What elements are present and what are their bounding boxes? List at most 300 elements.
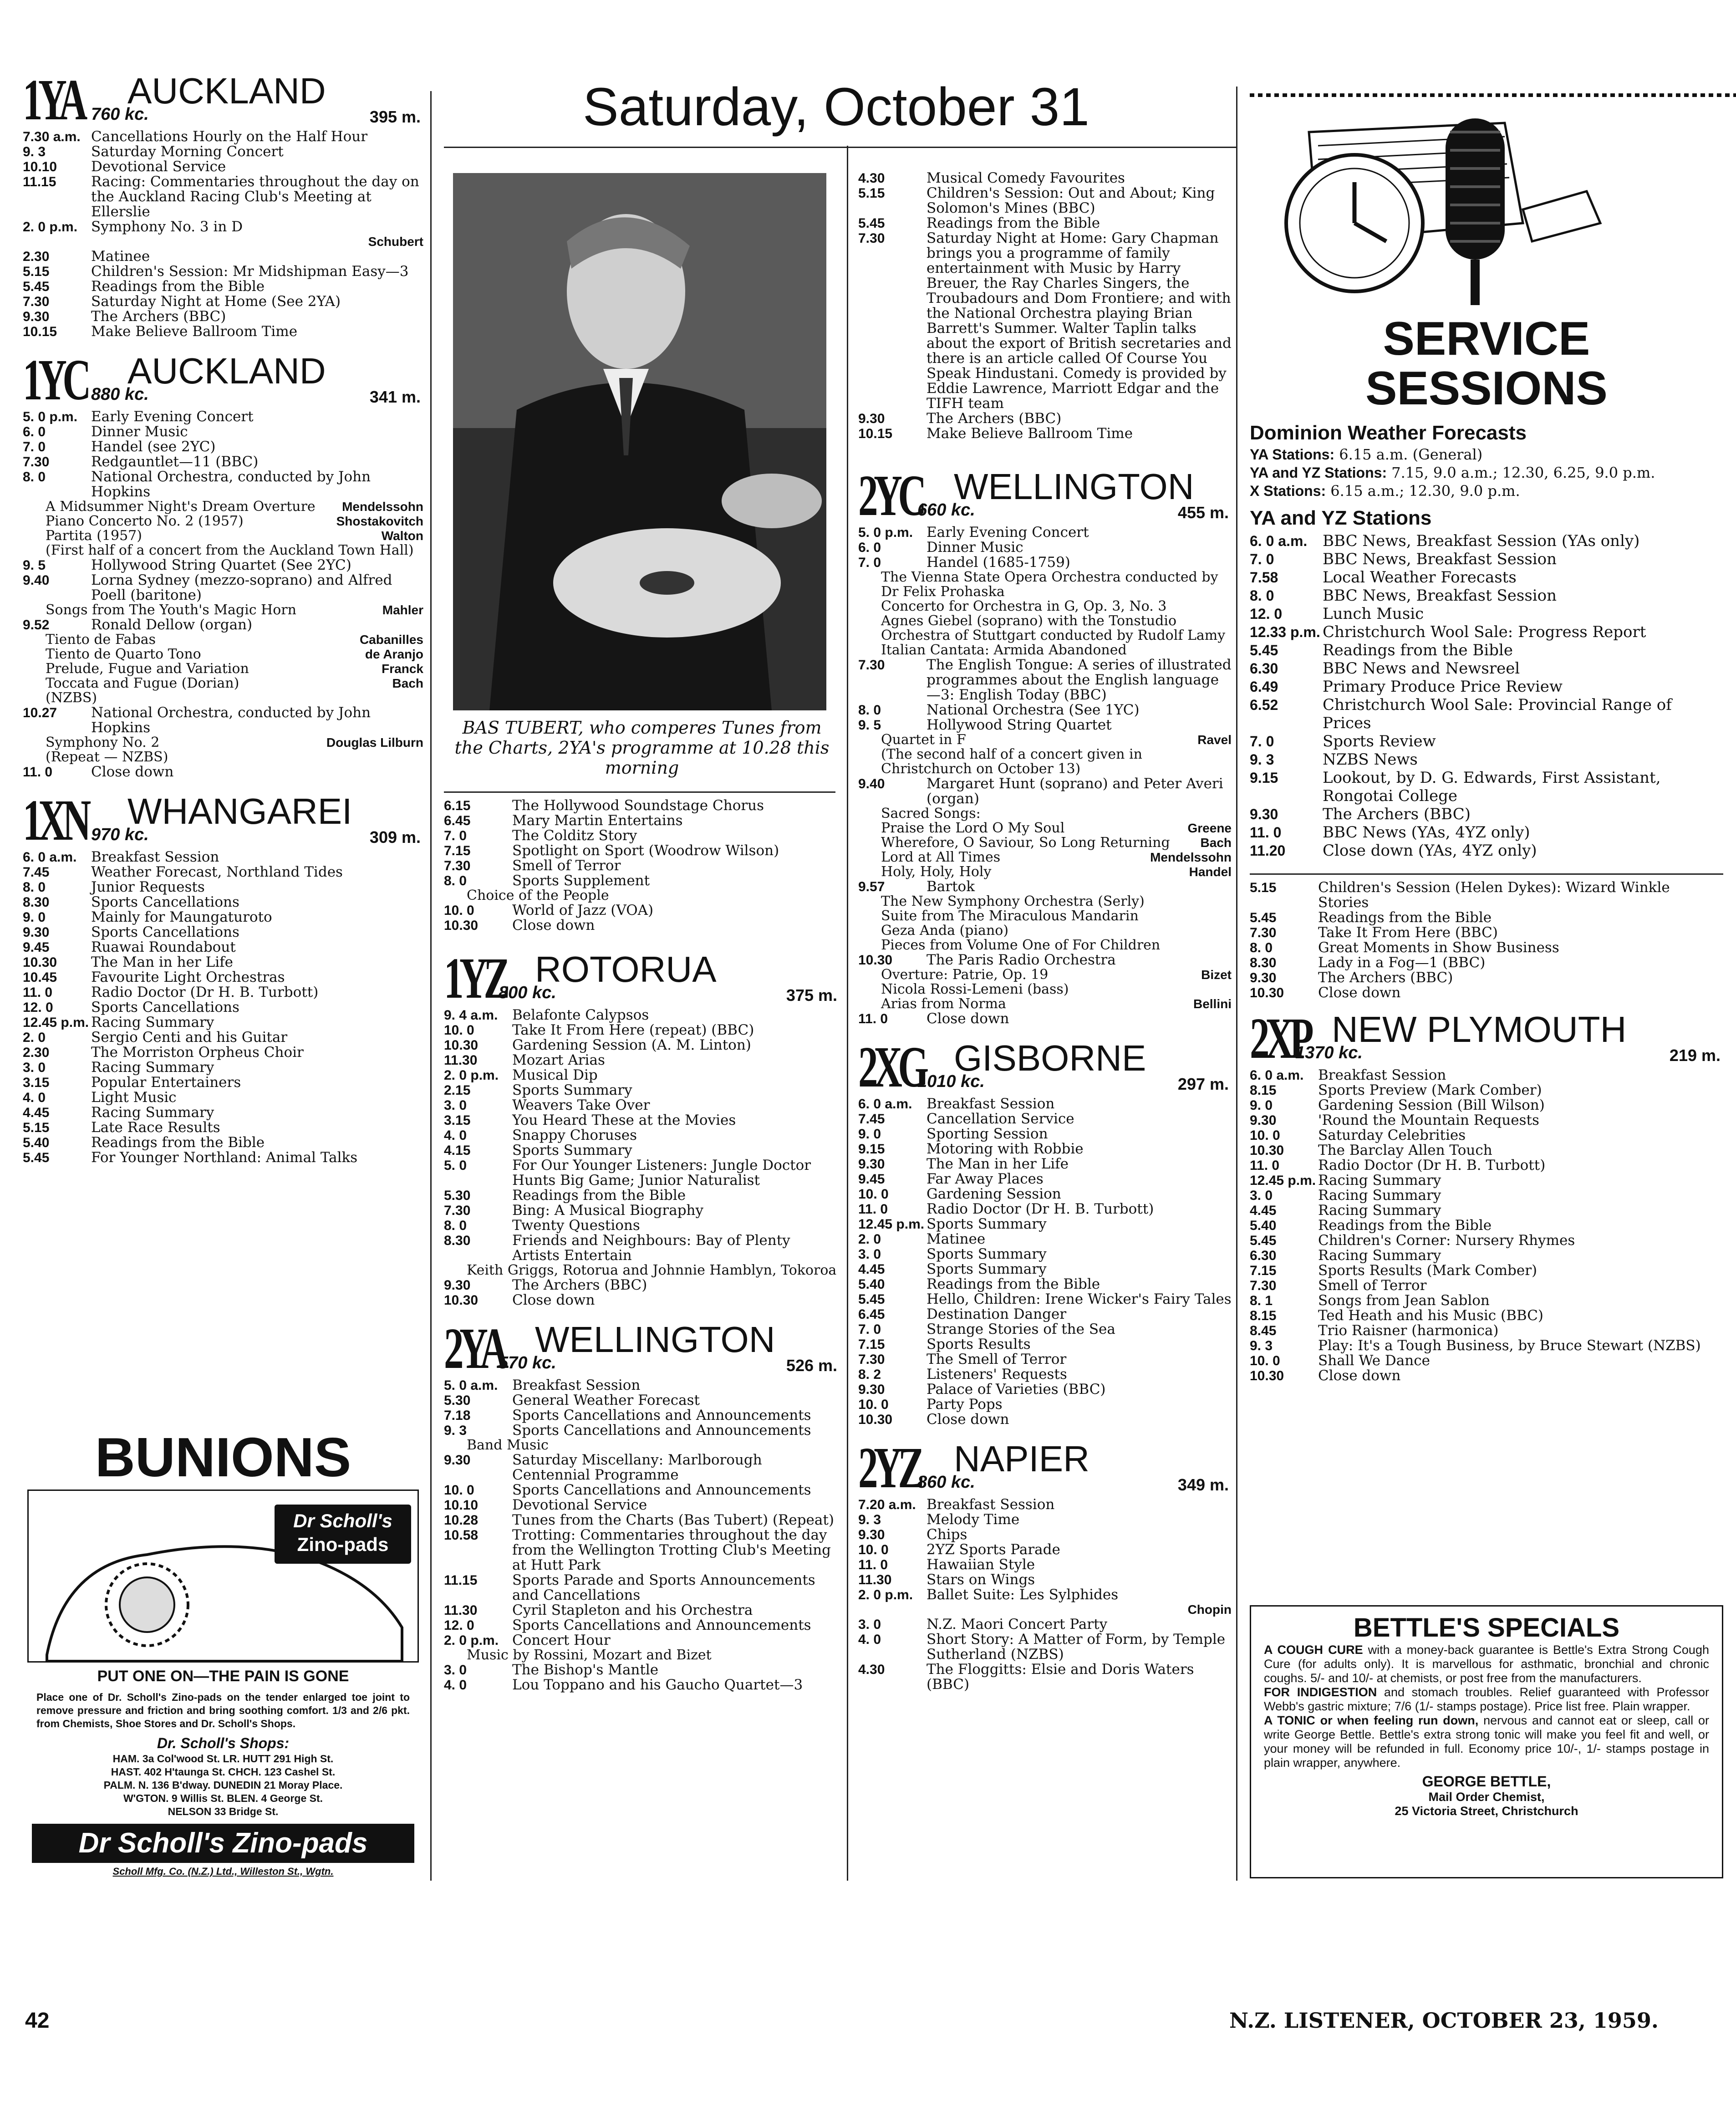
programme-time: 7. 0	[444, 828, 467, 843]
programme-row	[858, 1542, 1232, 1557]
page-date-title: Saturday, October 31	[583, 77, 1089, 137]
service-row	[1250, 805, 1723, 823]
programme-time: 8. 0	[444, 1218, 467, 1233]
programme-detail-text: Concerto for Orchestra in G, Op. 3, No. 3	[881, 598, 1167, 614]
forecast-row	[1250, 445, 1723, 464]
programme-row	[444, 1573, 840, 1603]
programme-time: 5.40	[1250, 1218, 1277, 1233]
programme-title: Close down	[512, 917, 595, 934]
service-row	[1250, 623, 1723, 641]
programme-row	[858, 1232, 1232, 1247]
programme-title: 'Round the Mountain Requests	[1318, 1112, 1539, 1128]
station-header	[858, 463, 1232, 528]
programme-title: The Bishop's Mantle	[512, 1662, 659, 1678]
programme-detail-text: Prelude, Fugue and Variation	[46, 661, 249, 677]
service-row	[1250, 587, 1723, 605]
top-right-zigzag-rule	[1250, 93, 1736, 97]
ya-yz-heading: YA and YZ Stations	[1250, 507, 1432, 529]
2ya-evening-continued	[444, 798, 840, 933]
station-wavelength: 455 m.	[1177, 503, 1229, 522]
service-time: 11. 0	[1250, 824, 1282, 841]
column-4	[1250, 105, 1723, 1397]
composer: Chopin	[1187, 1602, 1232, 1617]
programme-title: Racing Summary	[1318, 1187, 1441, 1204]
service-title: BBC News, Breakfast Session	[1323, 550, 1557, 568]
service-title: NZBS News	[1323, 750, 1418, 769]
programme-title: Musical Dip	[512, 1067, 598, 1083]
programme-title: Make Believe Ballroom Time	[91, 323, 298, 340]
programme-title: Ted Heath and his Music (BBC)	[1318, 1307, 1544, 1324]
programme-detail-text: Sacred Songs:	[881, 806, 981, 821]
programme-time: 7.45	[23, 865, 50, 880]
programme-row	[1250, 1308, 1723, 1323]
programme-time: 7.30	[858, 231, 885, 246]
programme-row	[858, 879, 1232, 894]
programme-title: Readings from the Bible	[927, 215, 1100, 231]
programme-title: Mary Martin Entertains	[512, 812, 683, 829]
programme-row	[23, 940, 423, 955]
programme-row	[858, 1172, 1232, 1187]
forecast-times: 6.15 a.m.; 12.30, 9.0 p.m.	[1330, 482, 1520, 500]
2ya-continued	[858, 171, 1232, 441]
programme-title: Breakfast Session	[91, 849, 219, 865]
programme-row	[1250, 1098, 1723, 1113]
programme-time: 5.30	[444, 1393, 471, 1408]
programme-title: Ballet Suite: Les Sylphides	[927, 1587, 1119, 1603]
programme-row	[1250, 955, 1723, 970]
station-frequency: 800 kc.	[499, 983, 556, 1002]
programme-time: 10.15	[23, 324, 57, 339]
composer: Mendelssohn	[1150, 850, 1232, 864]
bunions-tagline: PUT ONE ON—THE PAIN IS GONE	[97, 1668, 349, 1685]
programme-row	[444, 1423, 840, 1438]
programme-title: Readings from the Bible	[91, 278, 265, 295]
programme-time: 11. 0	[23, 765, 53, 780]
programme-detail-text: Choice of the People	[467, 888, 609, 903]
programme-time: 12. 0	[444, 1618, 474, 1633]
programme-title: The Morriston Orpheus Choir	[91, 1044, 304, 1061]
station-frequency: 660 kc.	[917, 500, 975, 520]
programme-title: Sports Summary	[927, 1261, 1047, 1277]
programme-title: Lorna Sydney (mezzo-soprano) and Alfred Poell (baritone)	[91, 572, 392, 603]
station-wavelength: 219 m.	[1669, 1046, 1721, 1065]
portrait-photo-image	[453, 173, 826, 710]
programme-title: Snappy Choruses	[512, 1127, 637, 1143]
programme-detail-text: Overture: Patrie, Op. 19	[881, 967, 1049, 983]
programme-row	[1250, 1158, 1723, 1173]
scholl-banner: Dr Scholl's Zino-pads	[32, 1824, 414, 1863]
bettle-role: Mail Order Chemist,	[1428, 1790, 1545, 1804]
programme-detail	[23, 603, 423, 617]
programme-row	[858, 1617, 1232, 1632]
programme-title: Make Believe Ballroom Time	[927, 425, 1133, 442]
programme-row	[1250, 1338, 1723, 1353]
programme-title: Lou Toppano and his Gaucho Quartet—3	[512, 1677, 803, 1693]
programme-title: Melody Time	[927, 1511, 1020, 1528]
programme-detail	[858, 733, 1232, 747]
service-title: Lunch Music	[1323, 605, 1424, 623]
programme-time: 5.45	[23, 279, 50, 294]
programme-time: 9.40	[858, 776, 885, 791]
programme-time: 8.30	[23, 895, 50, 910]
programme-detail	[444, 1438, 840, 1453]
programme-detail-text: Geza Anda (piano)	[881, 923, 1009, 939]
programme-title: For Our Younger Listeners: Jungle Doctor Hunts Big Game; Junior Naturalist	[512, 1157, 811, 1189]
programme-row	[1250, 1293, 1723, 1308]
programme-time: 11.15	[444, 1573, 478, 1588]
programme-detail-text: Lord at All Times	[881, 849, 1001, 865]
programme-time: 11. 0	[23, 985, 53, 1000]
programme-detail-text: The New Symphony Orchestra (Serly)	[881, 893, 1145, 909]
bettle-name: GEORGE BETTLE,	[1422, 1773, 1551, 1790]
programme-row	[444, 1098, 840, 1113]
programme-detail	[444, 888, 840, 903]
programme-row	[858, 426, 1232, 441]
programme-title: Mainly for Maungaturoto	[91, 909, 272, 925]
programme-row	[444, 858, 840, 873]
programme-time: 5.45	[858, 1292, 885, 1307]
programme-row	[444, 1618, 840, 1633]
programme-time: 4. 0	[858, 1632, 881, 1647]
programme-title: Sports Cancellations and Announcements	[512, 1422, 811, 1439]
programme-title: Sports Supplement	[512, 872, 650, 889]
programme-detail	[858, 614, 1232, 643]
programme-title: National Orchestra, conducted by John Hopkins	[91, 704, 371, 736]
radio-microphone-clock-icon	[1250, 105, 1723, 314]
programme-time: 9. 0	[1250, 1098, 1273, 1113]
forecast-label: YA Stations:	[1250, 446, 1335, 463]
programme-title: Motoring with Robbie	[927, 1141, 1084, 1157]
programme-time: 9.30	[858, 1382, 885, 1397]
bettle-address: 25 Victoria Street, Christchurch	[1395, 1804, 1578, 1818]
programme-detail	[858, 982, 1232, 997]
programme-row	[444, 1603, 840, 1618]
service-time: 6.30	[1250, 660, 1278, 677]
composer: Bizet	[1201, 968, 1232, 982]
programme-title: The Archers (BBC)	[927, 410, 1062, 427]
service-row	[1250, 823, 1723, 842]
programme-time: 9.45	[23, 940, 50, 955]
programme-title: Light Music	[91, 1089, 177, 1106]
programme-row	[23, 895, 423, 910]
programme-row	[1250, 1083, 1723, 1098]
composer: Walton	[381, 529, 423, 543]
programme-detail-text: Toccata and Fugue (Dorian)	[46, 675, 239, 691]
programme-title: The Smell of Terror	[927, 1351, 1067, 1367]
programme-detail-text: Holy, Holy, Holy	[881, 864, 992, 880]
station-city: AUCKLAND	[127, 71, 326, 111]
programme-title: Belafonte Calypsos	[512, 1007, 649, 1023]
programme-title: Smell of Terror	[512, 857, 621, 874]
programme-detail-text: (Repeat — NZBS)	[46, 749, 168, 765]
programme-row	[444, 903, 840, 918]
programme-time: 6. 0 a.m.	[858, 1097, 912, 1112]
programme-detail	[858, 938, 1232, 953]
programme-title: Friends and Neighbours: Bay of Plenty Artists Entertain	[512, 1232, 790, 1264]
programme-time: 9. 5	[23, 558, 46, 573]
programme-detail-text: Agnes Giebel (soprano) with the Tonstudio Orchestra of Stuttgart conducted by Rudolf Lamy	[881, 613, 1226, 643]
programme-row	[1250, 1173, 1723, 1188]
programme-row	[444, 1083, 840, 1098]
programme-time: 9.15	[858, 1142, 885, 1157]
composer: Bach	[1200, 836, 1232, 850]
programme-row	[858, 776, 1232, 806]
programme-time: 10. 0	[444, 1023, 474, 1038]
programme-detail	[444, 1263, 840, 1278]
bunions-advertisement	[23, 1426, 423, 1877]
service-time: 9. 3	[1250, 751, 1274, 768]
programme-time: 10.27	[23, 705, 57, 720]
programme-time: 8. 2	[858, 1367, 881, 1382]
programme-row	[858, 1512, 1232, 1527]
station-2ya	[444, 1316, 840, 1693]
programme-time: 11. 0	[858, 1011, 888, 1026]
composer: Handel	[1189, 865, 1232, 879]
programme-time: 7.30 a.m.	[23, 129, 81, 144]
programme-time: 7.20 a.m.	[858, 1497, 916, 1512]
programme-time: 2. 0	[858, 1232, 881, 1247]
programme-time: 4.15	[444, 1143, 471, 1158]
programme-detail	[858, 643, 1232, 658]
programme-row	[23, 469, 423, 500]
programme-time: 10.30	[444, 918, 479, 933]
programme-title: Concert Hour	[512, 1632, 611, 1648]
programme-row	[444, 1233, 840, 1263]
composer: Cabanilles	[359, 633, 423, 647]
programme-title: Racing Summary	[91, 1059, 214, 1076]
programme-time: 5.30	[444, 1188, 471, 1203]
programme-detail-text: Songs from The Youth's Magic Horn	[46, 602, 296, 618]
station-1ya	[23, 67, 423, 340]
programme-time: 5.45	[1250, 1233, 1277, 1248]
programme-time: 4.45	[858, 1262, 885, 1277]
programme-row	[23, 765, 423, 780]
programme-row	[23, 985, 423, 1000]
programme-time: 8. 1	[1250, 1293, 1273, 1308]
programme-title: Handel (see 2YC)	[91, 439, 216, 455]
programme-time: 8.30	[1250, 955, 1277, 970]
column-3-stations	[858, 463, 1232, 1693]
programme-title: Cancellations Hourly on the Half Hour	[91, 128, 368, 145]
station-header	[23, 788, 423, 852]
station-city: NAPIER	[954, 1439, 1089, 1479]
programme-time: 10. 0	[444, 1483, 474, 1498]
programme-row	[23, 144, 423, 159]
programme-detail	[23, 691, 423, 705]
programme-row	[858, 1557, 1232, 1572]
programme-time: 9.52	[23, 617, 50, 633]
programme-detail-text: Wherefore, O Saviour, So Long Returning	[881, 835, 1170, 851]
programme-detail-text: Piano Concerto No. 2 (1957)	[46, 513, 244, 529]
programme-time: 6. 0 a.m.	[1250, 1068, 1304, 1083]
service-time: 6.49	[1250, 678, 1278, 695]
programme-time: 12.45 p.m.	[858, 1217, 925, 1232]
programme-time: 9. 3	[1250, 1338, 1273, 1353]
station-header	[23, 347, 423, 412]
bettles-specials-advertisement	[1250, 1605, 1723, 1878]
bettle-para-1-body: with a money-back guarantee is Bettle's Extra Strong Cough Cure (for adults only). It is marvellous for asthmatic, bronchial and chronic coughs. 5/- and 10/- at chemists, or post free from the manufacturers.	[1264, 1643, 1709, 1685]
forecast-label: X Stations:	[1250, 483, 1326, 499]
programme-title: Dinner Music	[91, 423, 188, 440]
programme-row	[858, 1572, 1232, 1587]
service-title: BBC News (YAs, 4YZ only)	[1323, 823, 1530, 842]
programme-title: Sporting Session	[927, 1126, 1048, 1142]
programme-title: Songs from Jean Sablon	[1318, 1292, 1490, 1309]
programme-row	[444, 1128, 840, 1143]
programme-row	[444, 1068, 840, 1083]
programme-time: 4.30	[858, 1662, 885, 1677]
composer: Bellini	[1193, 997, 1232, 1011]
programme-time: 5.45	[858, 216, 885, 231]
programme-row	[858, 231, 1232, 411]
programme-time: 3.15	[444, 1113, 471, 1128]
service-title: Local Weather Forecasts	[1323, 568, 1517, 587]
service-time: 11.20	[1250, 842, 1286, 859]
programme-title: Saturday Miscellany: Marlborough Centennial Programme	[512, 1452, 762, 1483]
page-number: 42	[25, 2009, 50, 2033]
programme-time: 5.45	[1250, 910, 1277, 925]
forecast-row	[1250, 482, 1723, 500]
programme-row	[444, 1158, 840, 1188]
programme-time: 10.30	[444, 1038, 479, 1053]
programme-title: Sports Results	[927, 1336, 1031, 1352]
programme-row	[23, 558, 423, 573]
programme-row	[23, 1090, 423, 1105]
programme-time: 5.15	[1250, 880, 1277, 895]
programme-time: 9.40	[23, 573, 50, 588]
programme-title: Trio Raisner (harmonica)	[1318, 1322, 1499, 1339]
programme-time: 9.30	[444, 1278, 471, 1293]
programme-title: N.Z. Maori Concert Party	[927, 1616, 1108, 1632]
programme-row	[23, 454, 423, 469]
programme-title: The Archers (BBC)	[1318, 969, 1453, 986]
composer: de Aranjo	[365, 647, 423, 661]
programme-row	[858, 718, 1232, 733]
programme-detail-text: Symphony No. 2	[46, 735, 160, 750]
programme-detail	[23, 662, 423, 676]
programme-title: The Floggitts: Elsie and Doris Waters (BBC)	[927, 1661, 1194, 1693]
programme-row	[858, 1187, 1232, 1202]
programme-title: Readings from the Bible	[1318, 1217, 1492, 1234]
service-time: 7. 0	[1250, 733, 1274, 750]
programme-time: 6.30	[1250, 1248, 1277, 1263]
programme-time: 3. 0	[444, 1663, 467, 1678]
forecast-heading: Dominion Weather Forecasts	[1250, 422, 1527, 444]
programme-row	[1250, 940, 1723, 955]
programme-title: Matinee	[91, 248, 150, 265]
programme-row	[1250, 1248, 1723, 1263]
station-wavelength: 341 m.	[369, 388, 421, 406]
service-sessions-illustration	[1250, 105, 1723, 314]
station-frequency: 760 kc.	[91, 105, 149, 124]
programme-time: 7.30	[444, 858, 471, 873]
programme-row	[23, 865, 423, 880]
programme-time: 6.15	[444, 798, 471, 813]
programme-title: Cyril Stapleton and his Orchestra	[512, 1602, 753, 1618]
programme-row	[858, 540, 1232, 555]
programme-time: 10.30	[858, 953, 893, 968]
programme-title: Dinner Music	[927, 539, 1023, 556]
programme-time: 5. 0 a.m.	[444, 1378, 498, 1393]
programme-row	[23, 294, 423, 309]
programme-detail-text: The Vienna State Opera Orchestra conducted by Dr Felix Prohaska	[881, 569, 1218, 600]
programme-row	[444, 1293, 840, 1308]
programme-row	[23, 1000, 423, 1015]
programme-time: 10.30	[1250, 1143, 1284, 1158]
programme-time: 10. 0	[1250, 1353, 1280, 1368]
programme-time: 9.30	[444, 1453, 471, 1468]
programme-title: Take It From Here (BBC)	[1318, 924, 1498, 941]
service-title: Christchurch Wool Sale: Provincial Range of Prices	[1323, 696, 1672, 732]
programme-row	[858, 1382, 1232, 1397]
programme-detail-text: (First half of a concert from the Auckland Town Hall)	[46, 542, 414, 558]
programme-row	[858, 1202, 1232, 1217]
programme-title: Sports Summary	[927, 1246, 1047, 1262]
programme-time: 2. 0	[23, 1030, 46, 1045]
programme-time: 8. 0	[23, 469, 46, 485]
programme-row	[444, 1053, 840, 1068]
programme-title: The Archers (BBC)	[512, 1277, 647, 1293]
programme-title: Racing: Commentaries throughout the day on the Auckland Racing Club's Meeting at Ellerslie	[91, 173, 419, 220]
composer: Schubert	[368, 235, 423, 249]
station-callsign: 1YZ	[444, 946, 506, 1010]
station-2yc	[858, 463, 1232, 1027]
bettle-para-3-head: A TONIC or when feeling run down,	[1264, 1714, 1479, 1727]
programme-row	[1250, 1203, 1723, 1218]
programme-time: 7.15	[858, 1337, 885, 1352]
shop-line: HAST. 402 H'taunga St. CHCH. 123 Cashel St.	[111, 1766, 336, 1778]
programme-detail-text: (NZBS)	[46, 690, 97, 706]
programme-time: 4. 0	[444, 1128, 467, 1143]
programme-time: 4. 0	[444, 1678, 467, 1693]
column-1	[23, 67, 423, 1179]
programme-title: World of Jazz (VOA)	[512, 902, 654, 918]
programme-row	[858, 1277, 1232, 1292]
programme-title: Children's Session (Helen Dykes): Wizard Winkle Stories	[1318, 879, 1670, 911]
programme-title: Readings from the Bible	[91, 1134, 265, 1151]
programme-time: 7. 0	[23, 439, 46, 454]
programme-row	[858, 555, 1232, 570]
composer: Mendelssohn	[342, 500, 423, 514]
programme-time: 8.15	[1250, 1083, 1277, 1098]
composer: Ravel	[1197, 733, 1232, 747]
programme-time: 5. 0	[444, 1158, 467, 1173]
programme-detail	[858, 836, 1232, 850]
programme-row	[1250, 1143, 1723, 1158]
service-title: Christchurch Wool Sale: Progress Report	[1323, 623, 1646, 641]
programme-title: Listeners' Requests	[927, 1366, 1067, 1382]
programme-title: Ronald Dellow (organ)	[91, 617, 253, 633]
programme-title: Sports Summary	[512, 1082, 632, 1098]
programme-title: The Colditz Story	[512, 827, 637, 844]
composer: Douglas Lilburn	[326, 735, 423, 750]
forecast-list	[1250, 445, 1723, 500]
programme-row	[444, 1113, 840, 1128]
programme-row	[23, 880, 423, 895]
programme-detail	[858, 747, 1232, 776]
programme-time: 7.30	[858, 1352, 885, 1367]
programme-time: 9.30	[23, 925, 50, 940]
programme-row	[23, 705, 423, 735]
station-city: WELLINGTON	[535, 1319, 775, 1360]
programme-row	[858, 1011, 1232, 1026]
column-2	[444, 173, 840, 1706]
programme-detail-text: A Midsummer Night's Dream Overture	[46, 499, 316, 515]
station-city: AUCKLAND	[127, 351, 326, 391]
station-2xp	[1250, 1006, 1723, 1384]
programme-time: 3.15	[23, 1075, 50, 1090]
programme-row	[1250, 970, 1723, 985]
